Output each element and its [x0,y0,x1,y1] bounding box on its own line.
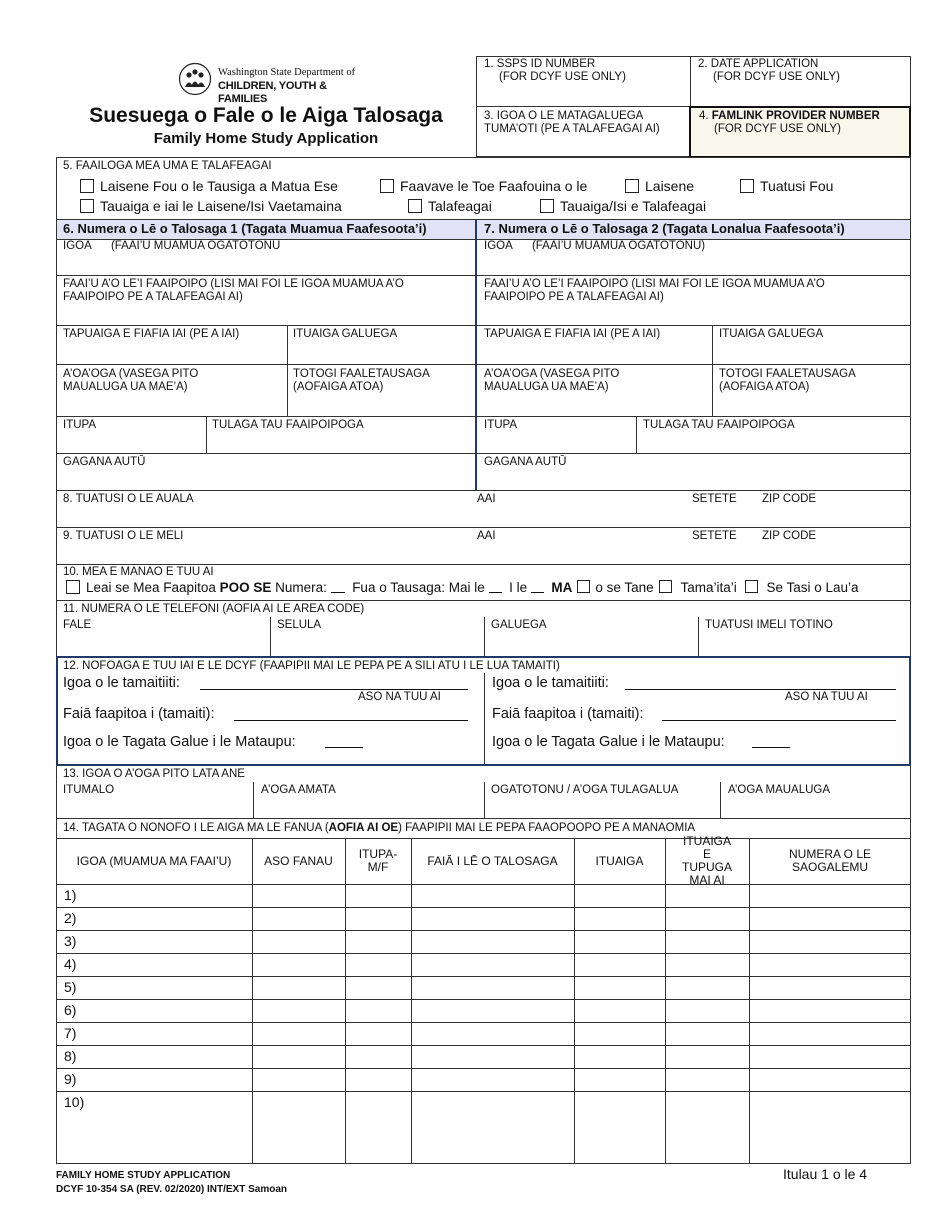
column-header-text: ITUAIGA E TUPUGA MAI AI [681,834,732,887]
page-title: Suesuega o Fale o le Aiga Talosaga [89,104,443,127]
table-row[interactable] [56,1091,911,1164]
checkbox[interactable] [80,179,94,193]
applicant2-maiden-field[interactable]: FAAI’U A’O LE’I FAAIPOIPO (LISI MAI FOI LE IGOA MUAMUA A’O FAAIPOIPO PE A TALAFEAGAI AI) [484,278,825,303]
middle-school-field[interactable]: OGATOTONU / A’OGA TULAGALUA [491,784,679,796]
date-application-field[interactable]: 2. DATE APPLICATION (FOR DCYF USE ONLY) [698,58,840,83]
applicant2-religion-field[interactable]: TAPUAIGA E FIAFIA IAI (PE A IAI) [484,328,661,340]
row-number: 8) [64,1048,77,1064]
street-zip-field[interactable]: ZIP CODE [762,493,817,505]
row-number: 7) [64,1025,77,1041]
page-subtitle: Family Home Study Application [153,130,379,147]
female-checkbox[interactable] [659,580,672,593]
child2-name-label: Igoa o le tamaitiiti: [492,675,609,691]
table-row[interactable] [56,907,911,930]
mailing-state-field[interactable]: SETETE [692,530,737,542]
col-ethnicity-header [665,834,749,887]
table-row[interactable] [56,999,911,1022]
col-relationship-header [411,838,574,884]
section5-label: 5. FAAILOGA MEA UMA E TALAFEAGAI [63,160,272,172]
row-number: 6) [64,1002,77,1018]
mailing-city-field[interactable]: AAI [477,530,496,542]
mailing-address-field[interactable]: 9. TUATUSI O LE MELI [63,530,184,542]
section12-label: 12. NOFOAGA E TUU IAI E LE DCYF (FAAPIPII MAI LE PEPA PE A SILI ATU I LE LUA TAMAITI) [63,660,560,672]
column-header-text: ASO FANAU [264,853,333,868]
household-table [56,834,911,1164]
applicant1-occupation-field[interactable]: ITUAIGA GALUEGA [293,328,398,340]
child1-relation-input[interactable] [234,720,468,721]
ssps-id-field[interactable]: 1. SSPS ID NUMBER (FOR DCYF USE ONLY) [484,58,626,83]
logo-line1: Washington State Department of [218,67,356,78]
checkbox[interactable] [625,179,639,193]
row-number: 10) [64,1094,85,1110]
child2-name-input[interactable] [625,689,896,690]
child1-date-label: ASO NA TUU AI [358,691,441,703]
child1-worker-label: Igoa o le Tagata Galue i le Mataupu: [63,734,296,750]
child2-relation-input[interactable] [662,720,896,721]
school-district-field[interactable]: ITUMALO [63,784,115,796]
applicant2-header: 7. Numera o Lē o Talosaga 2 (Tagata Lonalua Faafesoota’i) [484,221,845,236]
child2-worker-input[interactable] [752,747,790,748]
applicant2-income-field[interactable]: TOTOGI FAALETAUSAGA (AOFAIGA ATOA) [719,368,856,393]
column-header-text: ITUAIGA [595,853,644,868]
opt-licensed-adoption[interactable]: Tauaiga e iai le Laisene/Isi Vaetamaina [80,198,342,214]
applicant1-name-field[interactable]: IGOA (FAAI’U MUAMUA OGATOTONU [63,240,281,252]
applicant2-language-field[interactable]: GAGANA AUTŪ [484,456,567,468]
section13-label: 13. IGOA O A’OGA PITO LATA ANE [63,768,245,780]
column-header-text: FAIĀ I LĒ O TALOSAGA [427,853,558,868]
child2-relation-label: Faiā faapitoa i (tamaiti): [492,706,644,722]
applicant1-religion-field[interactable]: TAPUAIGA E FIAFIA IAI (PE A IAI) [63,328,240,340]
table-row[interactable] [56,930,911,953]
applicant1-language-field[interactable]: GAGANA AUTŪ [63,456,146,468]
applicant1-age-field[interactable]: ITUPA [63,419,97,431]
footer-form-number: DCYF 10-354 SA (REV. 02/2020) INT/EXT Samoan [56,1184,288,1195]
applicant1-header: 6. Numera o Lē o Talosaga 1 (Tagata Muamua Faafesoota’i) [63,221,427,236]
opt-applicable[interactable]: Talafeagai [408,198,492,214]
child1-relation-label: Faiā faapitoa i (tamaiti): [63,706,215,722]
age-from-blank[interactable] [489,581,502,593]
row-number: 5) [64,979,77,995]
applicant2-education-field[interactable]: A’OA’OGA (VASEGA PITO MAUALUGA UA MAE’A) [484,368,620,393]
applicant2-occupation-field[interactable]: ITUAIGA GALUEGA [719,328,824,340]
footer-form-title: FAMILY HOME STUDY APPLICATION [56,1170,231,1181]
opt-new-address[interactable]: Tuatusi Fou [740,178,833,194]
page-number: Itulau 1 o le 4 [783,1166,868,1182]
no-preference-checkbox[interactable] [66,580,80,594]
row-number: 2) [64,910,77,926]
col-ssn-header [749,838,911,884]
col-birthdate-header [252,838,345,884]
opt-adoption-other[interactable]: Tauaiga/Isi e Talafeagai [540,198,706,214]
personal-email-field[interactable]: TUATUSI IMELI TOTINO [705,619,833,631]
section5-row1 [80,178,338,194]
child1-name-input[interactable] [200,689,468,690]
section11-label: 11. NUMERA O LE TELEFONI (AOFIA AI LE AREA CODE) [63,603,365,615]
row-number: 1) [64,887,77,903]
child1-worker-input[interactable] [325,747,363,748]
logo-line2: CHILDREN, YOUTH & FAMILIES [218,80,327,105]
mailing-zip-field[interactable]: ZIP CODE [762,530,817,542]
table-row[interactable] [56,1045,911,1068]
male-checkbox[interactable] [577,580,590,593]
home-phone-field[interactable]: FALE [63,619,92,631]
col-sex-header [345,838,411,884]
high-school-field[interactable]: A’OGA MAUALUGA [728,784,831,796]
applicant1-maiden-field[interactable]: FAAI’U A’O LE’I FAAIPOIPO (LISI MAI FOI LE IGOA MUAMUA A’O FAAIPOIPO PE A TALAFEAGAI AI) [63,278,404,303]
child2-date-label: ASO NA TUU AI [785,691,868,703]
section14-label: 14. TAGATA O NONOFO I LE AIGA MA LE FANUA (AOFIA AI OE) FAAPIPII MAI LE PEPA FAAOPOOPO PE A MANAOMIA [63,822,696,834]
cell-phone-field[interactable]: SELULA [277,619,322,631]
street-city-field[interactable]: AAI [477,493,496,505]
agency-name-field[interactable]: 3. IGOA O LE MATAGALUEGA TUMA’OTI (PE A TALAFEAGAI AI) [484,110,660,135]
number-blank[interactable] [331,581,345,593]
row-number: 9) [64,1071,77,1087]
applicant2-name-field[interactable]: IGOA (FAAI’U MUAMUA OGATOTONU) [484,240,706,252]
street-address-field[interactable]: 8. TUATUSI O LE AUALA [63,493,194,505]
checkbox[interactable] [408,199,422,213]
section10-label: 10. MEA E MANAO E TUU AI [63,566,214,578]
dcyf-logo [178,62,378,105]
street-state-field[interactable]: SETETE [692,493,737,505]
column-header-text: ITUPA-M/F [358,847,398,874]
checkbox[interactable] [740,179,754,193]
row-number: 4) [64,956,77,972]
checkbox[interactable] [80,199,94,213]
child1-name-label: Igoa o le tamaitiiti: [63,675,180,691]
checkbox[interactable] [380,179,394,193]
dcyf-logo-icon [178,62,212,96]
applicant2-marital-field[interactable]: TULAGA TAU FAAIPOIPOGA [643,419,795,431]
work-phone-field[interactable]: GALUEGA [491,619,547,631]
col-name-header [56,838,252,884]
elementary-school-field[interactable]: A’OGA AMATA [261,784,336,796]
famlink-provider-field[interactable]: 4. FAMLINK PROVIDER NUMBER (FOR DCYF USE ONLY) [689,106,911,158]
table-row[interactable] [56,1068,911,1091]
table-row[interactable] [56,976,911,999]
opt-renewal[interactable]: Faavave le Toe Faafouina o le [380,178,587,194]
table-row[interactable] [56,884,911,907]
checkbox[interactable] [540,199,554,213]
table-row[interactable] [56,953,911,976]
opt-new-foster-license[interactable]: Laisene Fou o le Tausiga a Matua Ese [80,178,338,194]
table-row[interactable] [56,1022,911,1045]
applicant1-income-field[interactable]: TOTOGI FAALETAUSAGA (AOFAIGA ATOA) [293,368,430,393]
applicant1-education-field[interactable]: A’OA’OGA (VASEGA PITO MAUALUGA UA MAE’A) [63,368,199,393]
applicant2-age-field[interactable]: ITUPA [484,419,518,431]
column-header-text: NUMERA O LE SAOGALEMU [788,847,872,874]
col-race-header [574,838,665,884]
placement-preferences-row: Leai se Mea Faapitoa POO SE Numera: Fua o Tausaga: Mai le I le MA o se Tane Tama’ita’i Se Tasi o Lau’a [66,580,859,596]
row-number: 3) [64,933,77,949]
column-header-text: IGOA (MUAMUA MA FAAI’U) [76,853,232,868]
either-checkbox[interactable] [745,580,758,593]
age-to-blank[interactable] [531,581,544,593]
opt-license[interactable]: Laisene [625,178,694,194]
applicant1-marital-field[interactable]: TULAGA TAU FAAIPOIPOGA [212,419,364,431]
child2-worker-label: Igoa o le Tagata Galue i le Mataupu: [492,734,725,750]
